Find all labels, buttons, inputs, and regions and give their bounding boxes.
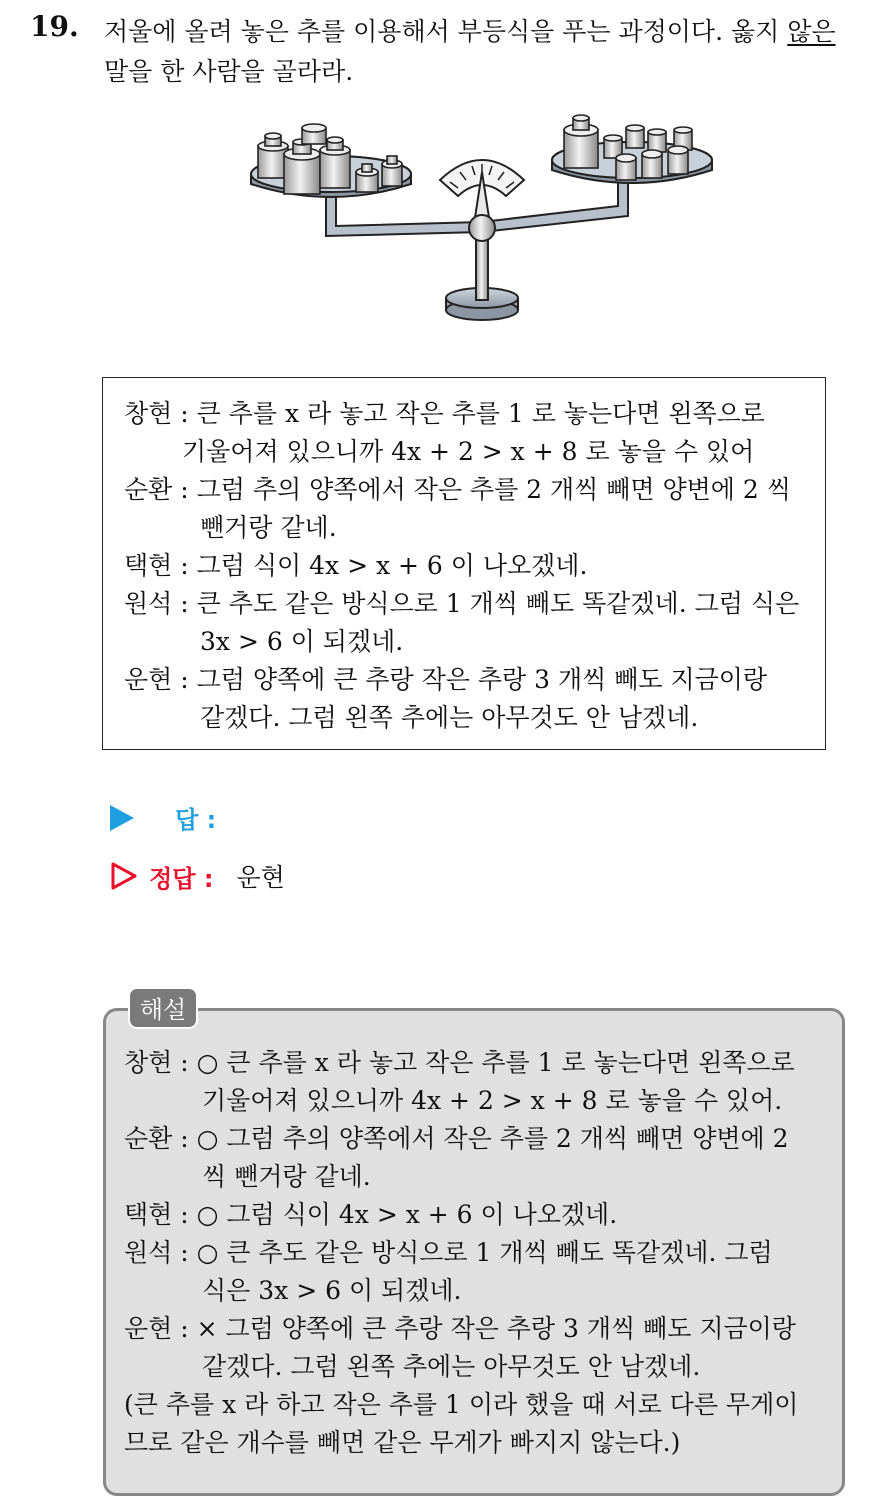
explanation-line: 운현 : × 그럼 양쪽에 큰 추랑 작은 추랑 3 개씩 빼도 지금이랑 — [124, 1314, 796, 1343]
dialogue-line: 뺀거랑 같네. — [200, 513, 337, 542]
answer-label: 답 : — [175, 806, 217, 834]
dialogue-line: 창현 : 큰 추를 x 라 놓고 작은 추를 1 로 놓는다면 왼쪽으로 — [124, 399, 765, 428]
explanation-line: 기울어져 있으니까 4x + 2 > x + 8 로 놓을 수 있어. — [202, 1086, 783, 1115]
correct-answer-label: 정답 : — [149, 864, 214, 893]
explanation-line: 원석 : ○ 큰 추도 같은 방식으로 1 개씩 빼도 똑같겠네. 그럼 — [124, 1238, 773, 1267]
explanation-tag: 해설 — [128, 987, 198, 1029]
answer-row — [110, 800, 216, 835]
correct-answer-value: 운현 — [236, 863, 285, 892]
dialogue-line: 택현 : 그럼 식이 4x > x + 6 이 나오겠네. — [124, 551, 588, 580]
explanation-line: 순환 : ○ 그럼 추의 양쪽에서 작은 추를 2 개씩 빼면 양변에 2 — [124, 1124, 789, 1153]
explanation-line: 식은 3x > 6 이 되겠네. — [202, 1276, 462, 1305]
dialogue-line: 기울어져 있으니까 4x + 2 > x + 8 로 놓을 수 있어 — [182, 437, 755, 466]
question-line2: 말을 한 사람을 골라라. — [104, 57, 354, 86]
explanation-line: 택현 : ○ 그럼 식이 4x > x + 6 이 나오겠네. — [124, 1200, 618, 1229]
explanation-line: (큰 추를 x 라 하고 작은 추를 1 이라 했을 때 서로 다른 무게이 — [124, 1390, 799, 1419]
explanation-line: 므로 같은 개수를 빼면 같은 무게가 빠지지 않는다.) — [124, 1428, 681, 1457]
question-text — [104, 12, 864, 92]
question-number: 19. — [30, 10, 79, 43]
question-line1: 저울에 올려 놓은 추를 이용해서 부등식을 푸는 과정이다. 옳지 — [104, 17, 788, 46]
dialogue-line: 순환 : 그럼 추의 양쪽에서 작은 추를 2 개씩 빼면 양변에 2 씩 — [124, 475, 791, 504]
explanation-line: 창현 : ○ 큰 추를 x 라 놓고 작은 추를 1 로 놓는다면 왼쪽으로 — [124, 1048, 795, 1077]
question-underlined: 않은 — [787, 17, 836, 46]
play-filled-icon — [110, 805, 134, 831]
balance-scale-illustration — [244, 110, 716, 328]
dialogue-line: 원석 : 큰 추도 같은 방식으로 1 개씩 빼도 똑같겠네. 그럼 식은 — [124, 589, 800, 618]
dialogue-line: 같겠다. 그럼 왼쪽 추에는 아무것도 안 남겠네. — [200, 703, 699, 732]
explanation-line: 씩 뺀거랑 같네. — [202, 1162, 371, 1191]
dialogue-line: 운현 : 그럼 양쪽에 큰 추랑 작은 추랑 3 개씩 빼도 지금이랑 — [124, 665, 768, 694]
explanation-line: 같겠다. 그럼 왼쪽 추에는 아무것도 안 남겠네. — [202, 1352, 701, 1381]
play-outline-icon — [110, 861, 138, 891]
correct-answer-row — [110, 858, 285, 894]
dialogue-line: 3x > 6 이 되겠네. — [200, 627, 404, 656]
